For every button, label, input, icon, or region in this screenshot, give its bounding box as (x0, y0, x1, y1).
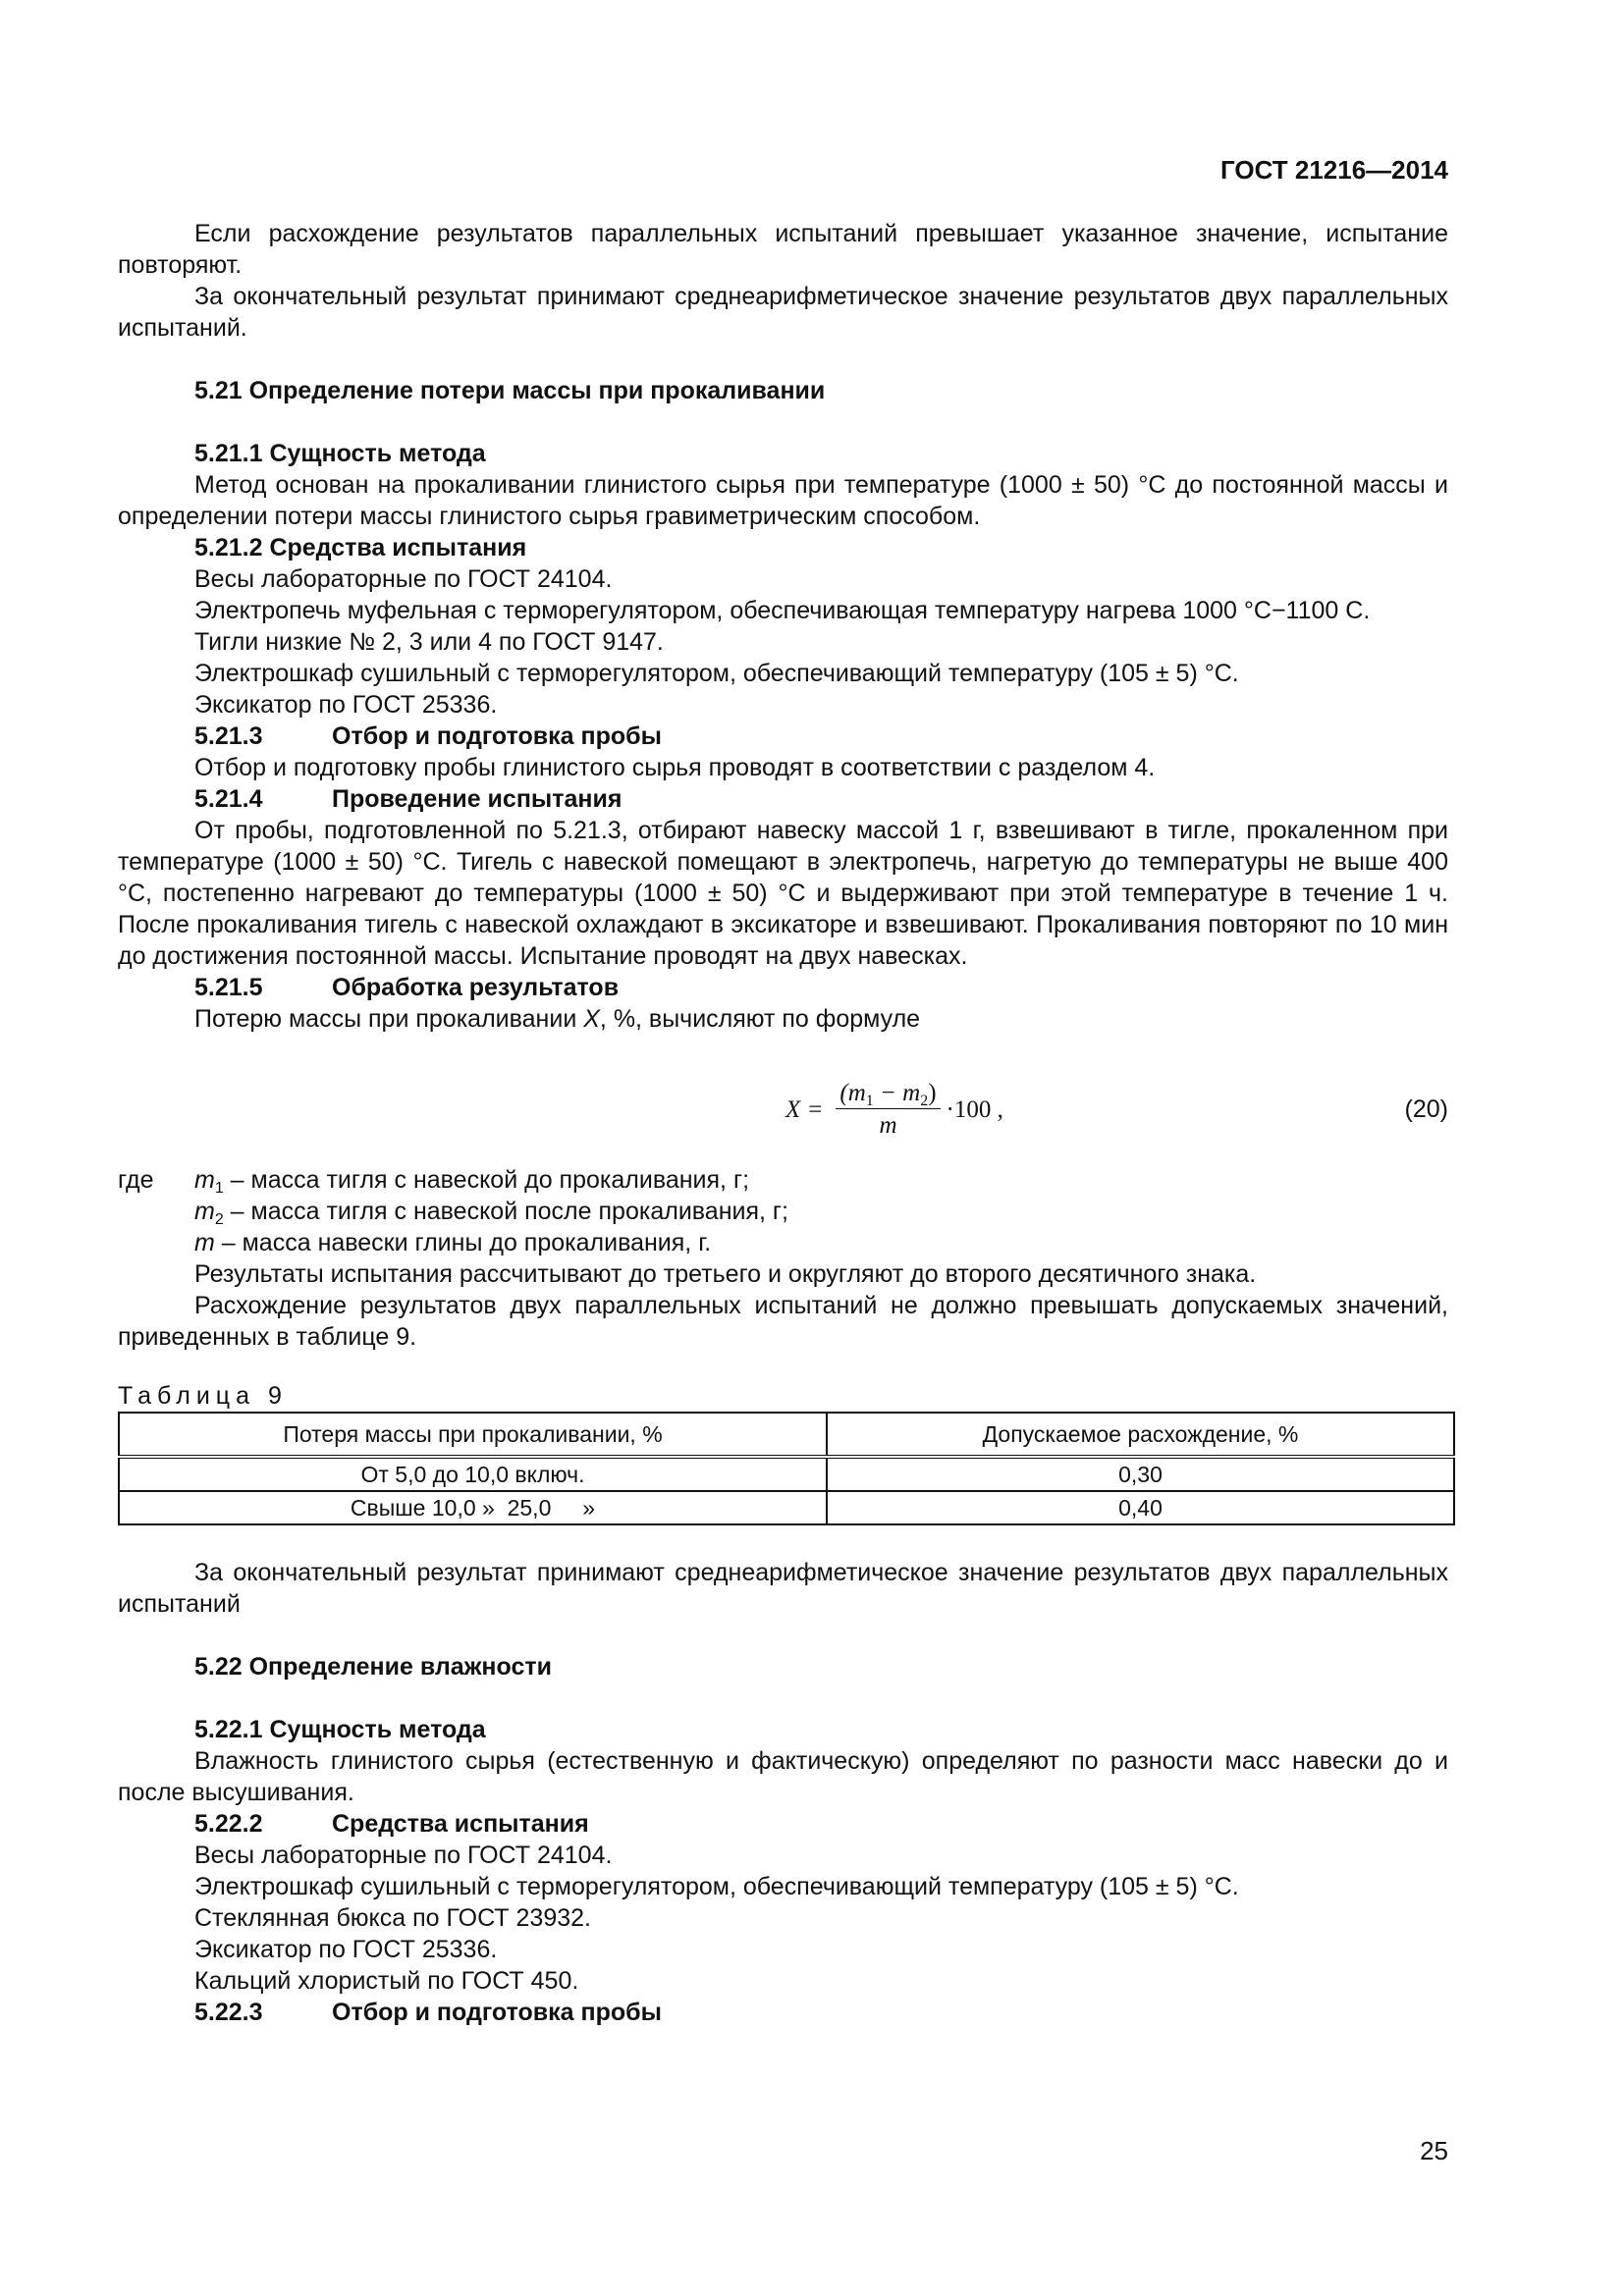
table-header-tolerance: Допускаемое расхождение, % (827, 1413, 1454, 1457)
where-m-symbol: m (194, 1229, 215, 1256)
results-discrepancy-text: Расхождение результатов двух параллельных испытаний не должно превышать допускаемых значений, приведенных в таблице 9. (118, 1292, 1448, 1351)
page-content (118, 218, 1448, 2028)
equipment-item-drying-oven: Электрошкаф сушильный с терморегулятором, обеспечивающий температуру (105 ± 5) °С. (194, 660, 1239, 687)
intro-paragraph-1: Если расхождение результатов параллельных испытаний превышает указанное значение, испытание повторяют. (118, 220, 1448, 279)
intro-paragraph-2: За окончательный результат принимают среднеарифметическое значение результатов двух параллельных испытаний. (118, 283, 1448, 342)
where-item-m2 (194, 1196, 1448, 1227)
equipment-item-desiccator: Эксикатор по ГОСТ 25336. (194, 691, 498, 719)
formula-numerator (836, 1079, 940, 1109)
formula-20 (118, 1056, 1448, 1164)
table-cell-range: Свыше 10,0 » 25,0 » (119, 1491, 827, 1524)
section-5-22-2-number: 5.22.2 (194, 1810, 263, 1838)
formula-number: (20) (1404, 1095, 1448, 1123)
section-5-21-2-title: 5.21.2 Средства испытания (194, 534, 527, 561)
equipment-item-calcium-chloride: Кальций хлористый по ГОСТ 450. (194, 1967, 579, 1995)
section-5-21-5-intro (194, 1003, 1448, 1035)
section-5-22-3-number: 5.22.3 (194, 1999, 263, 2026)
table-9 (118, 1412, 1455, 1525)
page-number: 25 (1420, 2136, 1448, 2165)
formula-num-sub2: 2 (920, 1092, 929, 1109)
where-label: где (118, 1166, 154, 1194)
where-item-m1 (194, 1164, 749, 1196)
document-code-header: ГОСТ 21216—2014 (1220, 155, 1448, 185)
section-5-21-4-text: От пробы, подготовленной по 5.21.3, отбирают навеску массой 1 г, взвешивают в тигле, прокаленном при температуре (1000 ± 50) °С. Тигель с навеской помещают в электропечь, нагретую до температуры не выше 400 °С, постепенно нагревают до температуры (1000 ± 50) °С и выдерживают при этой температуре в течение 1 ч. После прокаливания тигель с навеской охлаждают в эксикаторе и взвешивают. Прокаливания повторяют по 10 мин до достижения постоянной массы. Испытание проводят на двух навесках. (118, 817, 1448, 970)
results-rounding-text: Результаты испытания рассчитывают до третьего и округляют до второго десятичного знака. (194, 1260, 1257, 1288)
section-5-22-1-title: 5.22.1 Сущность метода (194, 1716, 486, 1743)
section-5-21-5-heading (194, 972, 1448, 1003)
section-5-21-4-number: 5.21.4 (194, 785, 263, 813)
section-5-21-4-title: Проведение испытания (332, 785, 623, 813)
final-result-text: За окончательный результат принимают среднеарифметическое значение результатов двух параллельных испытаний (118, 1559, 1448, 1618)
formula-num-m1: (m (839, 1079, 866, 1106)
section-5-22-2-heading (194, 1808, 1448, 1840)
table-cell-range: От 5,0 до 10,0 включ. (119, 1457, 827, 1491)
table-header-loss: Потеря массы при прокаливании, % (119, 1413, 827, 1457)
document-page (118, 0, 1448, 2296)
where-m2-sub: 2 (214, 1211, 224, 1228)
equipment-item-scales: Весы лабораторные по ГОСТ 24104. (194, 565, 613, 593)
formula-intro-variable: X (583, 1005, 600, 1033)
equipment-item-weighing-bottle: Стеклянная бюкса по ГОСТ 23932. (194, 1904, 591, 1932)
equipment-item-desiccator-2: Эксикатор по ГОСТ 25336. (194, 1936, 498, 1963)
section-5-21-title: 5.21 Определение потери массы при прокаливании (194, 377, 826, 404)
section-5-22-title: 5.22 Определение влажности (194, 1653, 552, 1681)
where-m1-symbol: m (194, 1166, 215, 1194)
where-m-text: – масса навески глины до прокаливания, г. (214, 1229, 712, 1256)
formula-intro-part-a: Потерю массы при прокаливании (194, 1005, 584, 1033)
formula-denominator: m (879, 1111, 897, 1139)
table-row (119, 1491, 1454, 1524)
where-item-m (194, 1227, 1448, 1258)
section-5-21-1-text: Метод основан на прокаливании глинистого сырья при температуре (1000 ± 50) °С до постоянной массы и определении потери массы глинистого сырья гравиметрическим способом. (118, 471, 1448, 530)
table-9-caption: Таблица 9 (118, 1382, 288, 1410)
section-5-21-4-heading (194, 783, 1448, 815)
section-5-21-3-heading (194, 721, 1448, 752)
section-5-21-3-title: Отбор и подготовка пробы (332, 722, 662, 750)
equipment-item-furnace: Электропечь муфельная с терморегулятором, обеспечивающая температуру нагрева 1000 °С−1100 С. (194, 597, 1371, 624)
equipment-item-scales-2: Весы лабораторные по ГОСТ 24104. (194, 1842, 613, 1869)
section-5-21-5-title: Обработка результатов (332, 974, 620, 1001)
formula-num-sub1: 1 (865, 1092, 874, 1109)
section-5-21-1-title: 5.21.1 Сущность метода (194, 440, 486, 467)
where-m1-sub: 1 (214, 1180, 224, 1197)
formula-multiplier: ·100 , (946, 1096, 1003, 1123)
formula-intro-part-b: , %, вычисляют по формуле (599, 1005, 921, 1033)
formula-lhs: X (785, 1096, 801, 1123)
section-5-21-3-text: Отбор и подготовку пробы глинистого сырья проводят в соответствии с разделом 4. (194, 754, 1156, 781)
table-cell-value: 0,30 (827, 1457, 1454, 1491)
formula-fraction (836, 1079, 940, 1143)
equipment-item-drying-oven-2: Электрошкаф сушильный с терморегулятором, обеспечивающий температуру (105 ± 5) °С. (194, 1873, 1239, 1900)
formula-num-close: ) (928, 1079, 937, 1106)
section-5-22-1-text: Влажность глинистого сырья (естественную и фактическую) определяют по разности масс навески до и после высушивания. (118, 1747, 1448, 1806)
section-5-22-2-title: Средства испытания (332, 1810, 589, 1838)
section-5-21-3-number: 5.21.3 (194, 722, 263, 750)
section-5-21-5-number: 5.21.5 (194, 974, 263, 1001)
formula-num-m2: − m (873, 1079, 921, 1106)
formula-equals: = (808, 1096, 823, 1123)
table-cell-value: 0,40 (827, 1491, 1454, 1524)
where-m2-symbol: m (194, 1198, 215, 1225)
where-m1-text: – масса тигля с навеской до прокаливания, г; (223, 1166, 750, 1194)
formula-expression (785, 1056, 1003, 1164)
section-5-22-3-title: Отбор и подготовка пробы (332, 1999, 662, 2026)
table-row (119, 1457, 1454, 1491)
where-row-1 (118, 1164, 1448, 1196)
where-m2-text: – масса тигля с навеской после прокаливания, г; (223, 1198, 788, 1225)
equipment-item-crucibles: Тигли низкие № 2, 3 или 4 по ГОСТ 9147. (194, 628, 664, 656)
table-header-row (119, 1413, 1454, 1457)
section-5-22-3-heading (194, 1997, 1448, 2028)
